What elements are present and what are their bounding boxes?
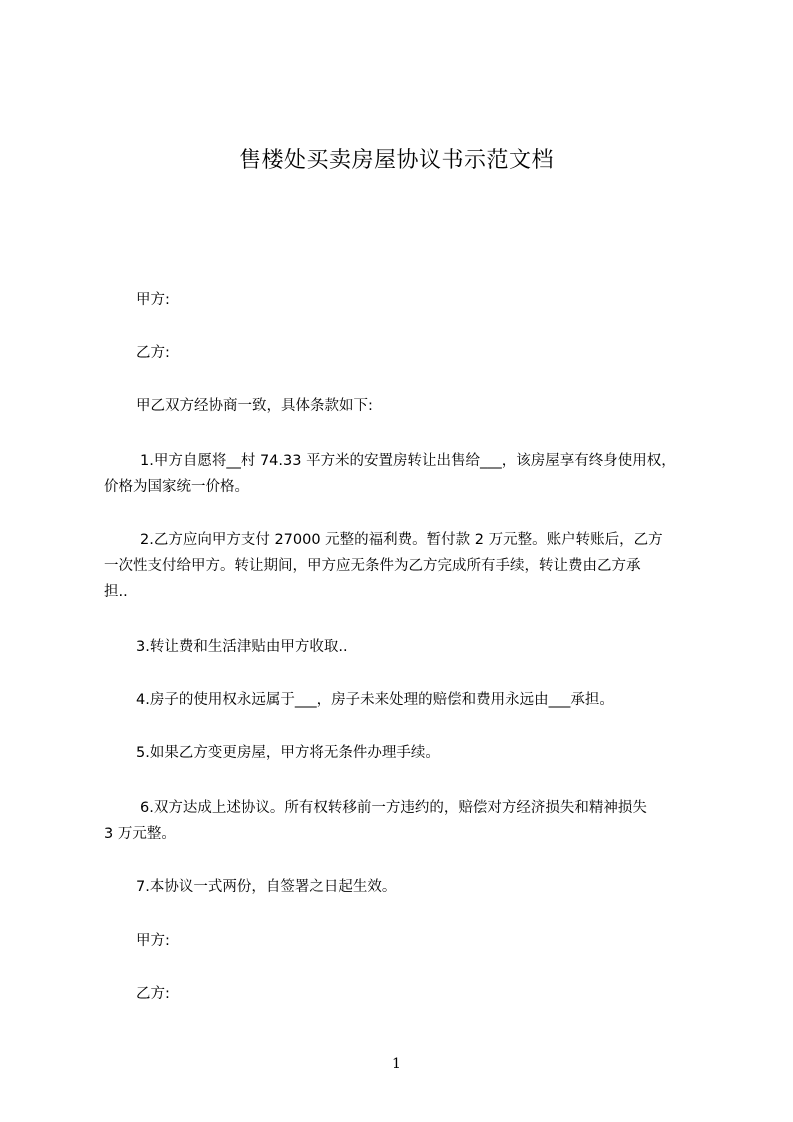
clause-1-line-2: 价格为国家统一价格。 (104, 479, 249, 495)
page-number: 1 (392, 1056, 401, 1072)
clause-6-line-2: 3 万元整。 (104, 826, 176, 842)
clause-6-line-1: 6.双方达成上述协议。所有权转移前一方违约的，赔偿对方经济损失和精神损失 (140, 800, 647, 816)
clause-3: 3.转让费和生活津贴由甲方收取.. (136, 639, 348, 655)
clause-6 (104, 795, 704, 847)
intro-text: 甲乙双方经协商一致，具体条款如下: (136, 398, 373, 414)
document-title: 售楼处买卖房屋协议书示范文档 (238, 148, 554, 173)
clause-7: 7.本协议一式两份，自签署之日起生效。 (136, 879, 397, 895)
clause-1 (104, 448, 704, 500)
party-a-label: 甲方: (136, 292, 170, 308)
clause-2 (104, 527, 704, 605)
clause-2-line-3: 担.. (104, 584, 128, 600)
sign-party-a-label: 甲方: (136, 933, 170, 949)
clause-5: 5.如果乙方变更房屋，甲方将无条件办理手续。 (136, 745, 440, 761)
clause-1-line-1: 1.甲方自愿将__村 74.33 平方米的安置房转让出售给___，该房屋享有终身使用权， (140, 453, 676, 469)
sign-party-b-label: 乙方: (136, 986, 170, 1002)
clause-2-line-2: 一次性支付给甲方。转让期间，甲方应无条件为乙方完成所有手续，转让费由乙方承 (104, 558, 641, 574)
clause-2-line-1: 2.乙方应向甲方支付 27000 元整的福利费。暂付款 2 万元整。账户转账后，乙方 (140, 532, 663, 548)
party-b-label: 乙方: (136, 345, 170, 361)
clause-4: 4.房子的使用权永远属于___，房子未来处理的赔偿和费用永远由___承担。 (136, 692, 614, 708)
